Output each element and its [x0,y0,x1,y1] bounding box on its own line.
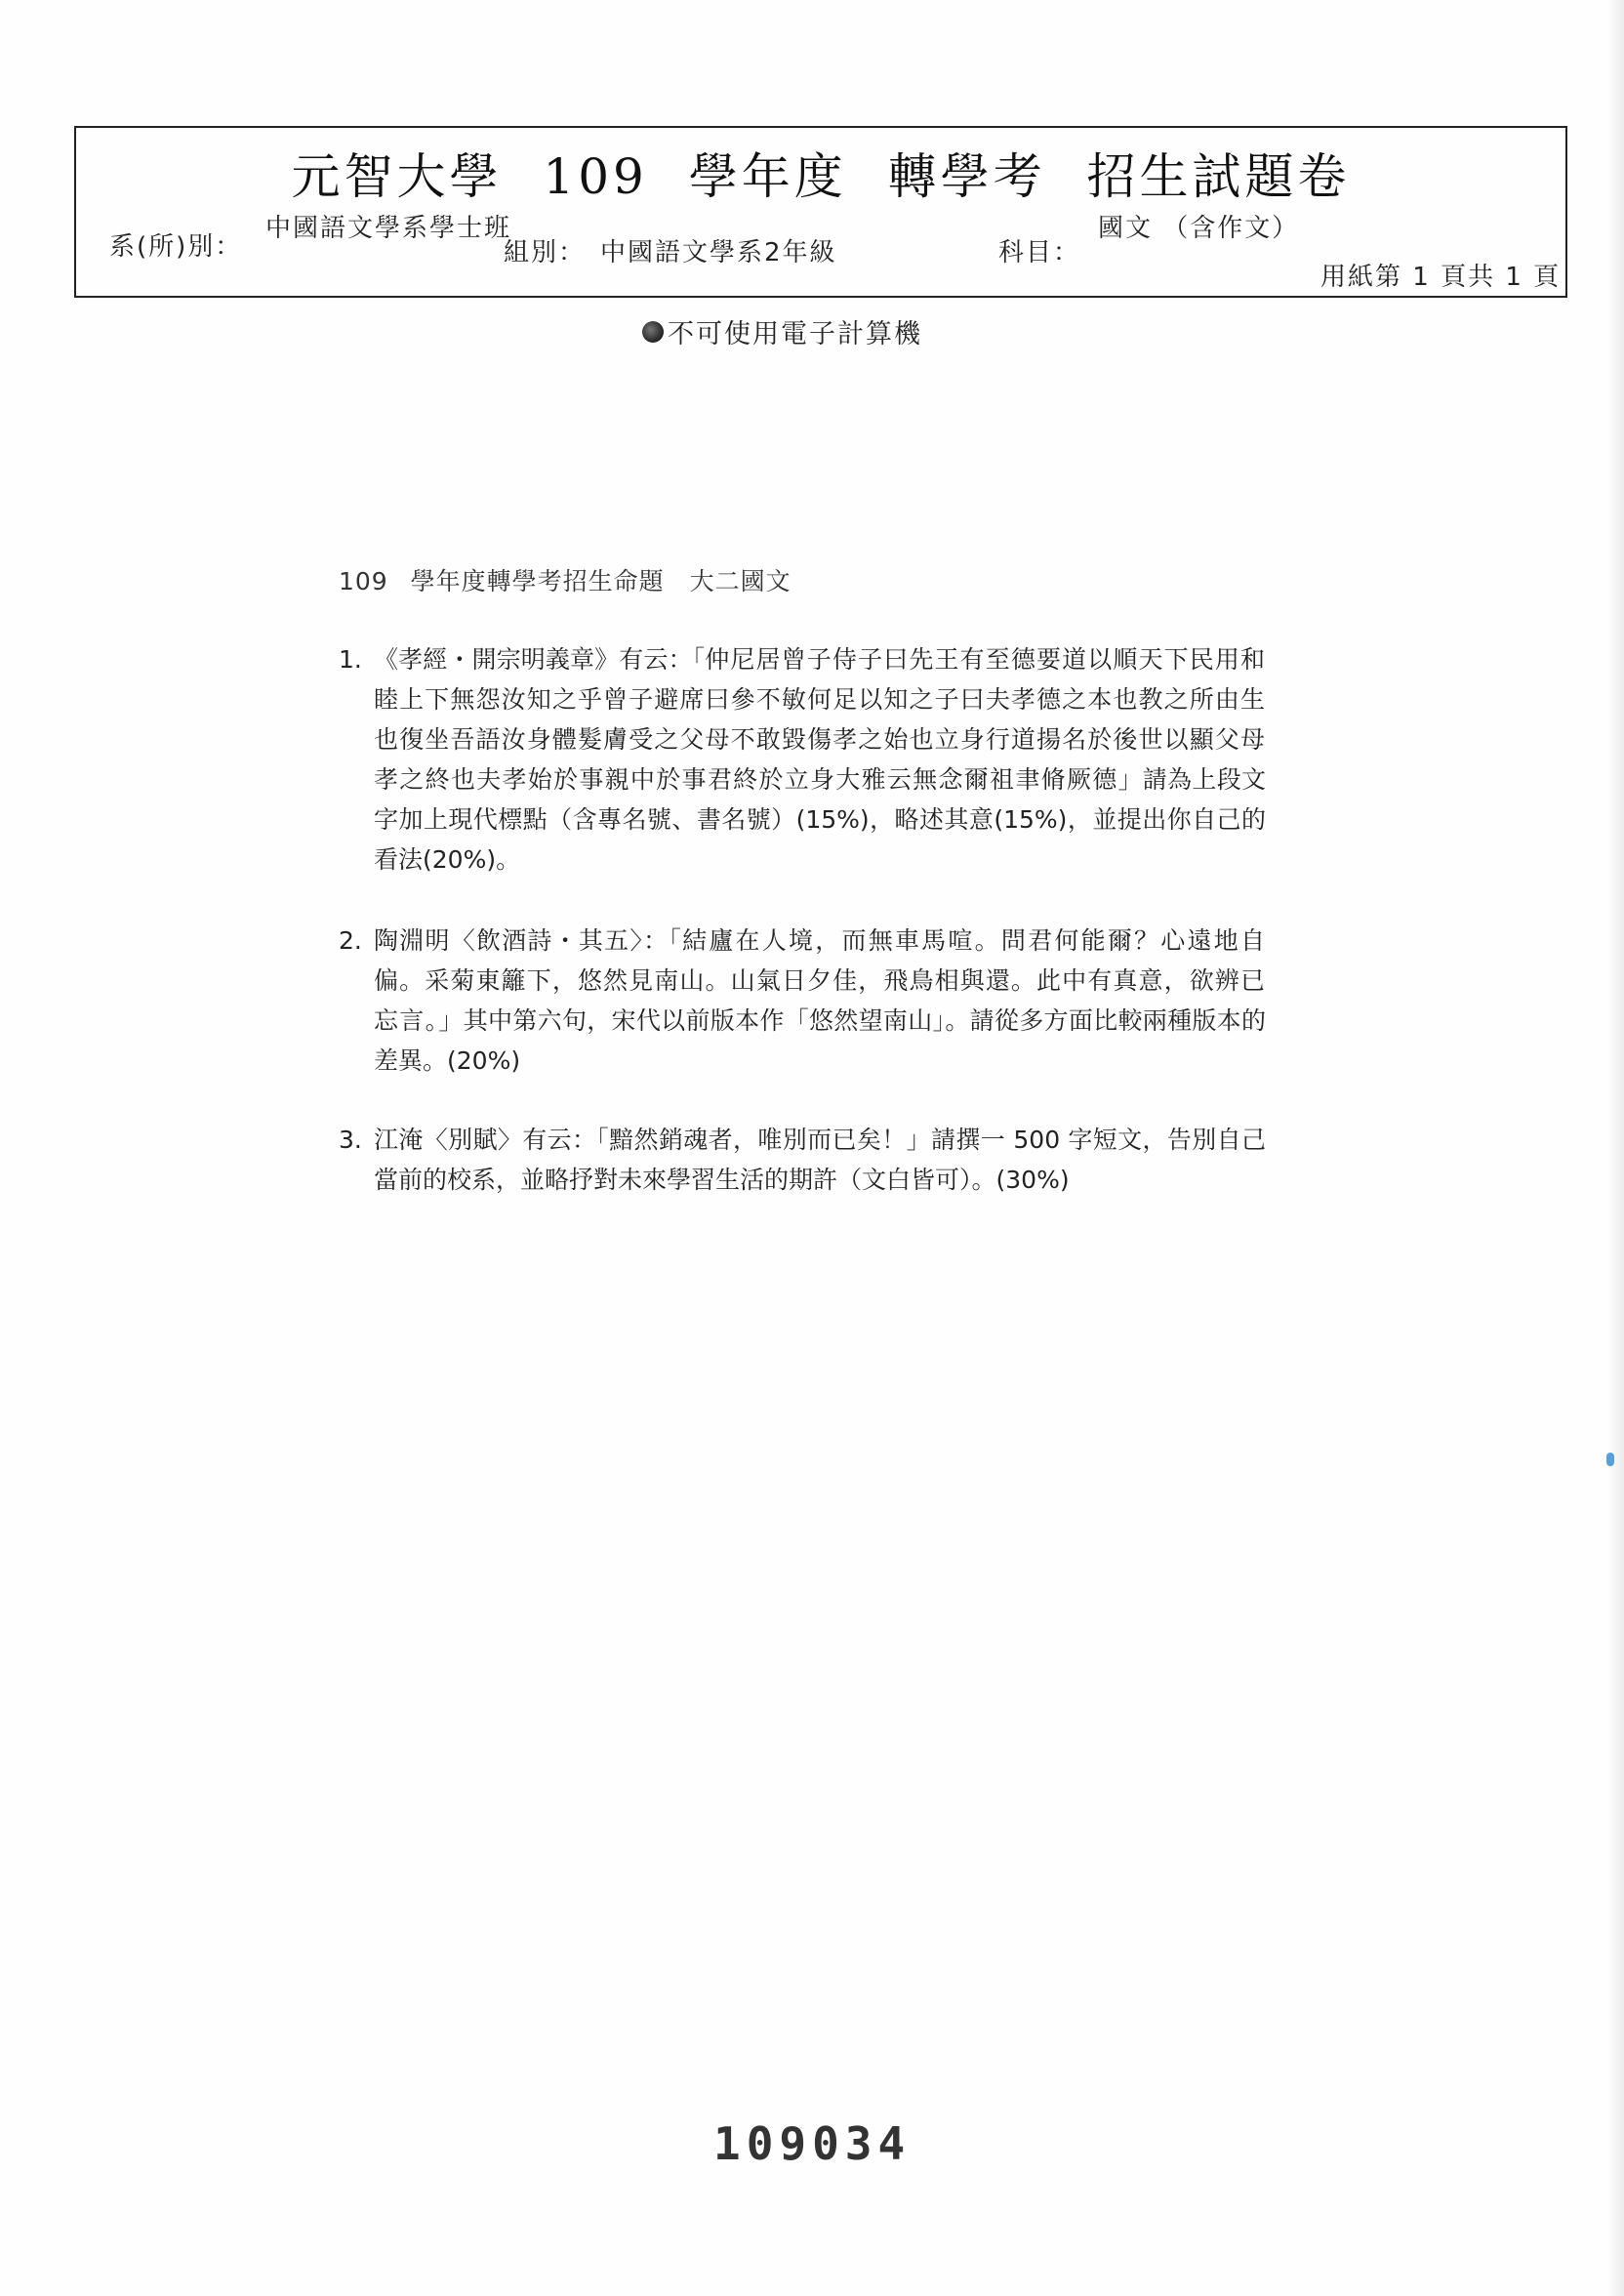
question-number: 1. [339,645,362,674]
ink-spot [1606,1453,1614,1466]
question-quote: 結廬在人境，而無車馬喧。問君何能爾？心遠地自偏。采菊東籬下，悠然見南山。山氣日夕佳，飛鳥相與還。此中有真意，欲辨已忘言。 [374,926,1266,1035]
question-body [374,639,1266,880]
question-lead: 陶淵明〈飲酒詩・其五〉：「 [374,926,683,955]
question-lead: 《孝經・開宗明義章》有云：「 [374,645,706,674]
question-quote: 仲尼居曾子侍子曰先王有至德要道以順天下民用和睦上下無怨汝知之乎曾子避席曰參不敏何足以知之子曰夫孝德之本也教之所由生也復坐吾語汝身體髮膚受之父母不敢毀傷孝之始也立身行道揚名於後世以顯父母孝之終也夫孝始於事親中於事君終於立身大雅云無念爾祖聿脩厥德 [374,645,1266,794]
exam-header [74,126,1567,298]
question-number: 2. [339,926,362,955]
question-tail: 」請為上段文字加上現代標點（含專名號、書名號）(15%)，略述其意(15%)，並提出你自己的看法(20%)。 [374,765,1266,874]
group-value: 中國語文學系2年級 [600,238,837,267]
sheet-info: 用紙第 1 頁共 1 頁 [1320,263,1562,292]
dept-value: 中國語文學系學士班 [265,214,512,243]
section-heading: 109 學年度轉學考招生命題 大二國文 [339,567,792,595]
serial-number: 109034 [713,2117,912,2170]
no-calculator-notice [642,312,922,350]
bullet-icon [642,321,664,343]
dept-label: 系(所)別： [109,232,243,262]
question-tail: 江淹〈別賦〉有云：「黯然銷魂者，唯別而已矣！」請撰一 500 字短文，告別自己當前的校系，並略抒對未來學習生活的期許（文白皆可）。(30%) [374,1126,1266,1194]
question-tail: 」其中第六句，宋代以前版本作「悠然望南山」。請從多方面比較兩種版本的差異。(20%) [374,1006,1266,1075]
no-calculator-text: 不可使用電子計算機 [668,319,922,349]
question-body [374,1120,1266,1200]
scan-edge [1606,0,1624,2296]
subject-value: 國文 （含作文） [1098,214,1300,243]
question-number: 3. [339,1126,362,1154]
question-3 [339,1120,1266,1200]
subject-label: 科目： [998,238,1081,267]
question-1 [339,639,1266,880]
group-label: 組別： [504,238,587,267]
question-2 [339,921,1266,1081]
question-body [374,921,1266,1081]
exam-title: 元智大學 109 學年度 轉學考 招生試題卷 [291,148,1351,205]
